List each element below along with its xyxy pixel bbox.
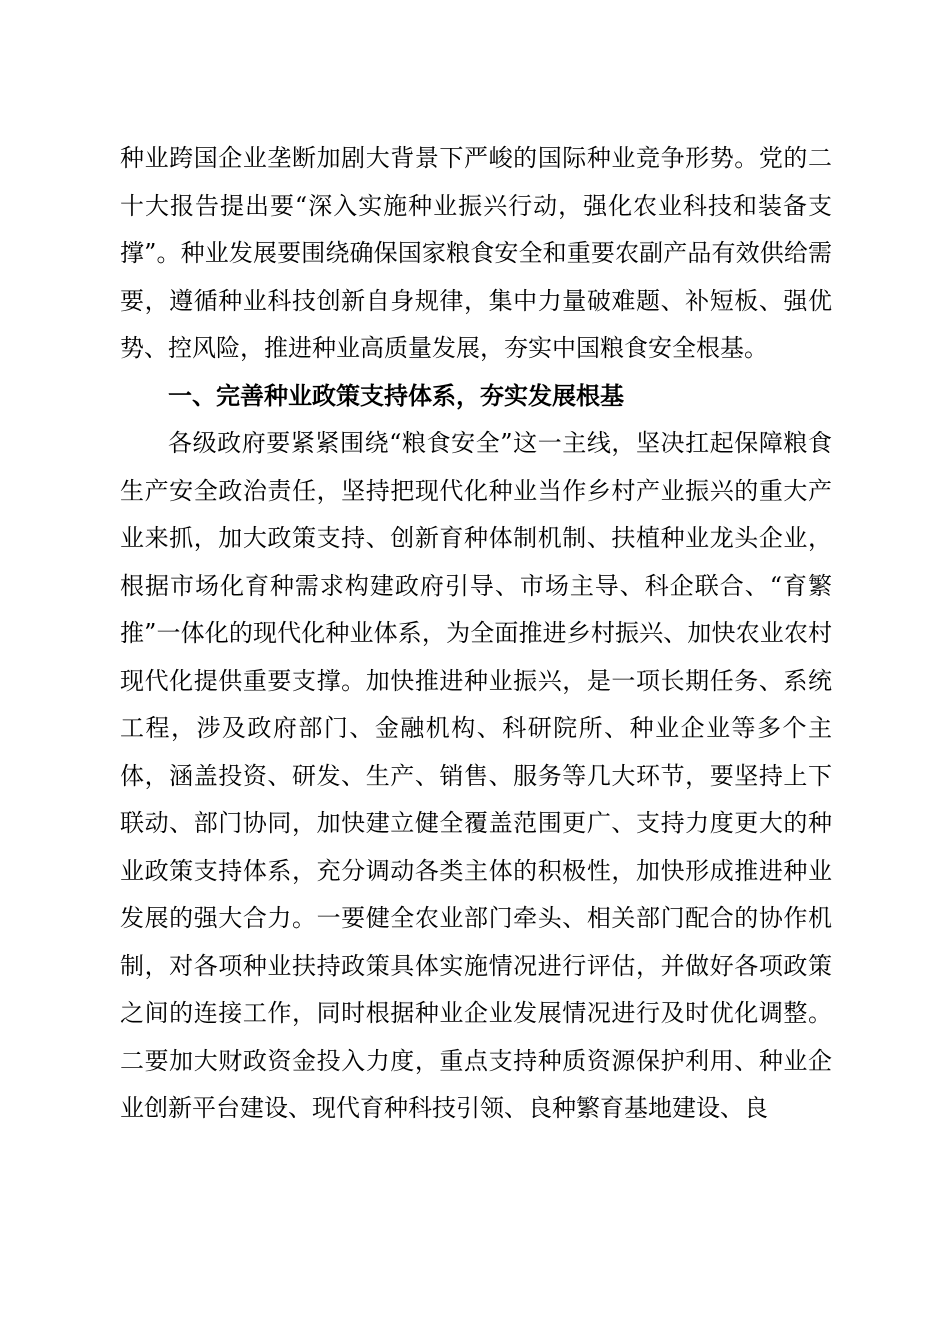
document-page [120,135,832,1133]
body-paragraph: 各级政府要紧紧围绕“粮食安全”这一主线，坚决扛起保障粮食生产安全政治责任，坚持把现代化种业当作乡村产业振兴的重大产业来抓，加大政策支持、创新育种体制机制、扶植种业龙头企业，根据市场化育种需求构建政府引导、市场主导、科企联合、“育繁推”一体化的现代化种业体系，为全面推进乡村振兴、加快农业农村现代化提供重要支撑。加快推进种业振兴，是一项长期任务、系统工程，涉及政府部门、金融机构、科研院所、种业企业等多个主体，涵盖投资、研发、生产、销售、服务等几大环节，要坚持上下联动、部门协同，加快建立健全覆盖范围更广、支持力度更大的种业政策支持体系，充分调动各类主体的积极性，加快形成推进种业发展的强大合力。一要健全农业部门牵头、相关部门配合的协作机制，对各项种业扶持政策具体实施情况进行评估，并做好各项政策之间的连接工作，同时根据种业企业发展情况进行及时优化调整。二要加大财政资金投入力度，重点支持种质资源保护利用、种业企业创新平台建设、现代育种科技引领、良种繁育基地建设、良 [120,429,832,1122]
section-heading: 一、完善种业政策支持体系，夯实发展根基 [168,381,624,410]
body-paragraph-continued: 种业跨国企业垄断加剧大背景下严峻的国际种业竞争形势。党的二十大报告提出要“深入实施种业振兴行动，强化农业科技和装备支撑”。种业发展要围绕确保国家粮食安全和重要农副产品有效供给需要，遵循种业科技创新自身规律，集中力量破难题、补短板、强优势、控风险，推进种业高质量发展，夯实中国粮食安全根基。 [120,144,832,362]
